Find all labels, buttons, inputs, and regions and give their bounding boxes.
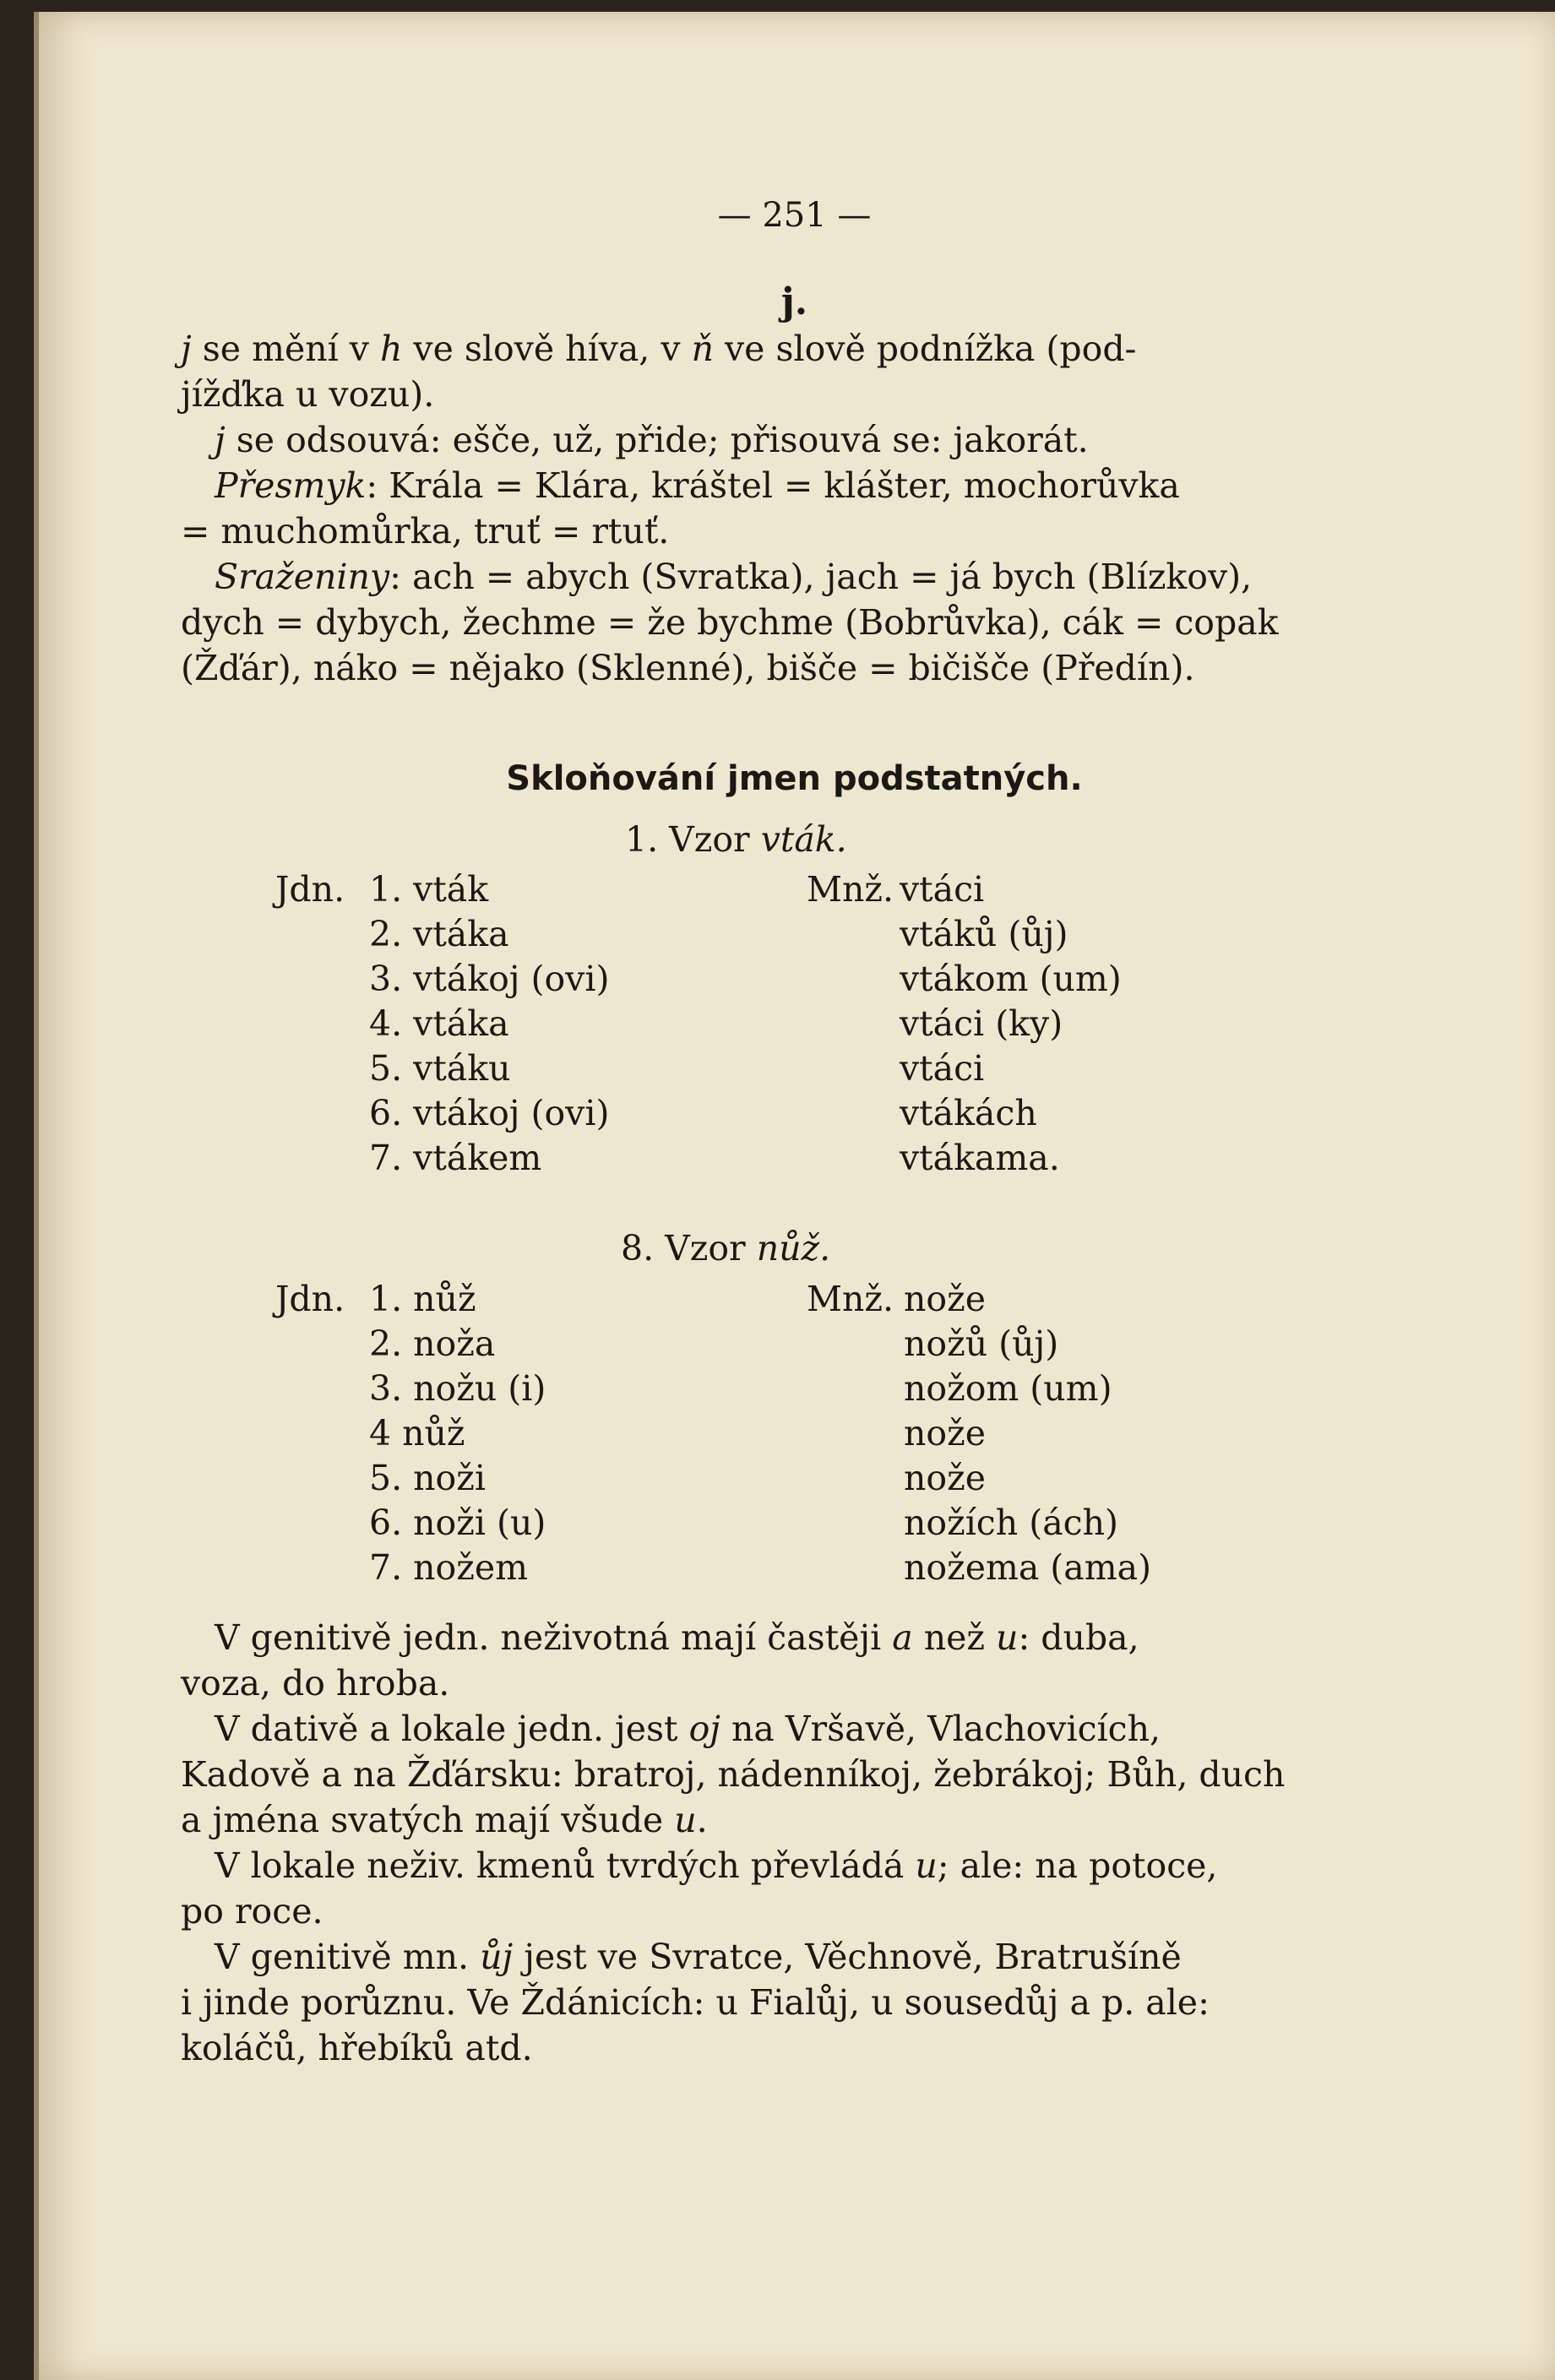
- mnz-label: Mnž.: [807, 1279, 894, 1319]
- case-form-singular: 1. nůž: [369, 1279, 476, 1319]
- mnz-label: Mnž.: [807, 869, 894, 910]
- case-form-singular: 1. vták: [369, 869, 489, 910]
- intro-line: jížďka u vozu).: [181, 374, 435, 415]
- case-form-singular: 3. nožu (i): [369, 1368, 546, 1409]
- case-form-singular: 7. nožem: [369, 1547, 528, 1588]
- intro-line: Sraženiny: ach = abych (Svratka), jach = já bych (Blízkov),: [215, 557, 1253, 597]
- intro-line: j se odsouvá: ešče, už, přide; přisouvá se: jakorát.: [215, 420, 1089, 460]
- intro-line: j se mění v h ve slově híva, v ň ve slově podnížka (pod-: [181, 329, 1137, 369]
- intro-line: (Žďár), náko = nějako (Sklenné), bišče = bičišče (Předín).: [181, 648, 1195, 688]
- case-form-singular: 5. noži: [369, 1458, 486, 1498]
- case-form-plural: vtáci (ky): [900, 1003, 1063, 1044]
- case-form-plural: nože: [904, 1458, 986, 1498]
- intro-paragraph: [181, 326, 1304, 691]
- plural-column: [900, 867, 1122, 1181]
- case-form-plural: vtáci: [900, 1048, 985, 1089]
- italic-letter: j: [181, 329, 192, 369]
- case-form-plural: vtákom (um): [900, 959, 1122, 999]
- note-line: V genitivě jedn. neživotná mají častěji a než u: duba,: [215, 1617, 1139, 1658]
- section-letter: j.: [780, 280, 808, 323]
- plural-column: [904, 1277, 1151, 1590]
- page-number: — 251 —: [717, 196, 872, 235]
- term-srazeniny: Sraženiny: [215, 557, 390, 597]
- case-form-singular: 5. vtáku: [369, 1048, 511, 1089]
- case-form-singular: 6. vtákoj (ovi): [369, 1093, 610, 1133]
- note-line: a jména svatých mají všude u.: [181, 1800, 708, 1840]
- case-form-singular: 2. vtáka: [369, 914, 509, 954]
- case-form-singular: 3. vtákoj (ovi): [369, 959, 610, 999]
- jdn-label: Jdn.: [275, 869, 345, 910]
- case-form-plural: nožom (um): [904, 1368, 1112, 1409]
- case-form-singular: 6. noži (u): [369, 1502, 546, 1543]
- case-form-singular: 2. noža: [369, 1323, 496, 1364]
- section-heading: Skloňování jmen podstatných.: [506, 759, 1083, 798]
- case-form-plural: nože: [904, 1279, 986, 1319]
- note-line: po roce.: [181, 1891, 324, 1932]
- case-form-singular: 4 nůž: [369, 1413, 465, 1454]
- case-form-plural: vtáci: [900, 869, 985, 910]
- jdn-label: Jdn.: [275, 1279, 345, 1319]
- case-form-plural: nože: [904, 1413, 986, 1454]
- italic-letter: h: [379, 329, 403, 369]
- italic-letter: ň: [691, 329, 714, 369]
- page-gutter: [34, 12, 39, 2380]
- note-line: koláčů, hřebíků atd.: [181, 2028, 533, 2068]
- note-line: V lokale neživ. kmenů tvrdých převládá u; ale: na potoce,: [215, 1845, 1218, 1886]
- case-form-plural: vtákách: [900, 1093, 1037, 1133]
- notes: [181, 1615, 1304, 2071]
- italic-letter: j: [215, 420, 226, 460]
- intro-line: dych = dybych, žechme = že bychme (Bobrůvka), cák = copak: [181, 602, 1279, 643]
- case-form-singular: 7. vtákem: [369, 1138, 542, 1178]
- case-form-plural: nožích (ách): [904, 1502, 1119, 1543]
- note-line: i jinde porůznu. Ve Ždánicích: u Fialůj, u sousedůj a p. ale:: [181, 1982, 1210, 2023]
- note-line: Kadově a na Žďársku: bratroj, nádenníkoj, žebrákoj; Bůh, duch: [181, 1754, 1286, 1795]
- case-form-plural: vtákama.: [900, 1138, 1060, 1178]
- intro-line: Přesmyk: Krála = Klára, kráštel = klášter, mochorůvka: [215, 465, 1180, 506]
- case-form-singular: 4. vtáka: [369, 1003, 509, 1044]
- singular-column: [369, 1277, 546, 1590]
- intro-line: = muchomůrka, truť = rtuť.: [181, 511, 670, 552]
- vzor-title: 8. Vzor nůž.: [621, 1228, 831, 1269]
- term-presmyk: Přesmyk: [215, 465, 367, 506]
- note-line: V dativě a lokale jedn. jest oj na Vršavě, Vlachovicích,: [215, 1709, 1161, 1749]
- book-page: [34, 12, 1555, 2380]
- note-line: voza, do hroba.: [181, 1663, 450, 1703]
- case-form-plural: nožema (ama): [904, 1547, 1152, 1588]
- note-line: V genitivě mn. ůj jest ve Svratce, Věchnově, Bratrušíně: [215, 1937, 1182, 1977]
- case-form-plural: vtáků (ůj): [900, 914, 1068, 954]
- vzor-title: 1. Vzor vták.: [625, 819, 847, 860]
- singular-column: [369, 867, 609, 1181]
- case-form-plural: nožů (ůj): [904, 1323, 1059, 1364]
